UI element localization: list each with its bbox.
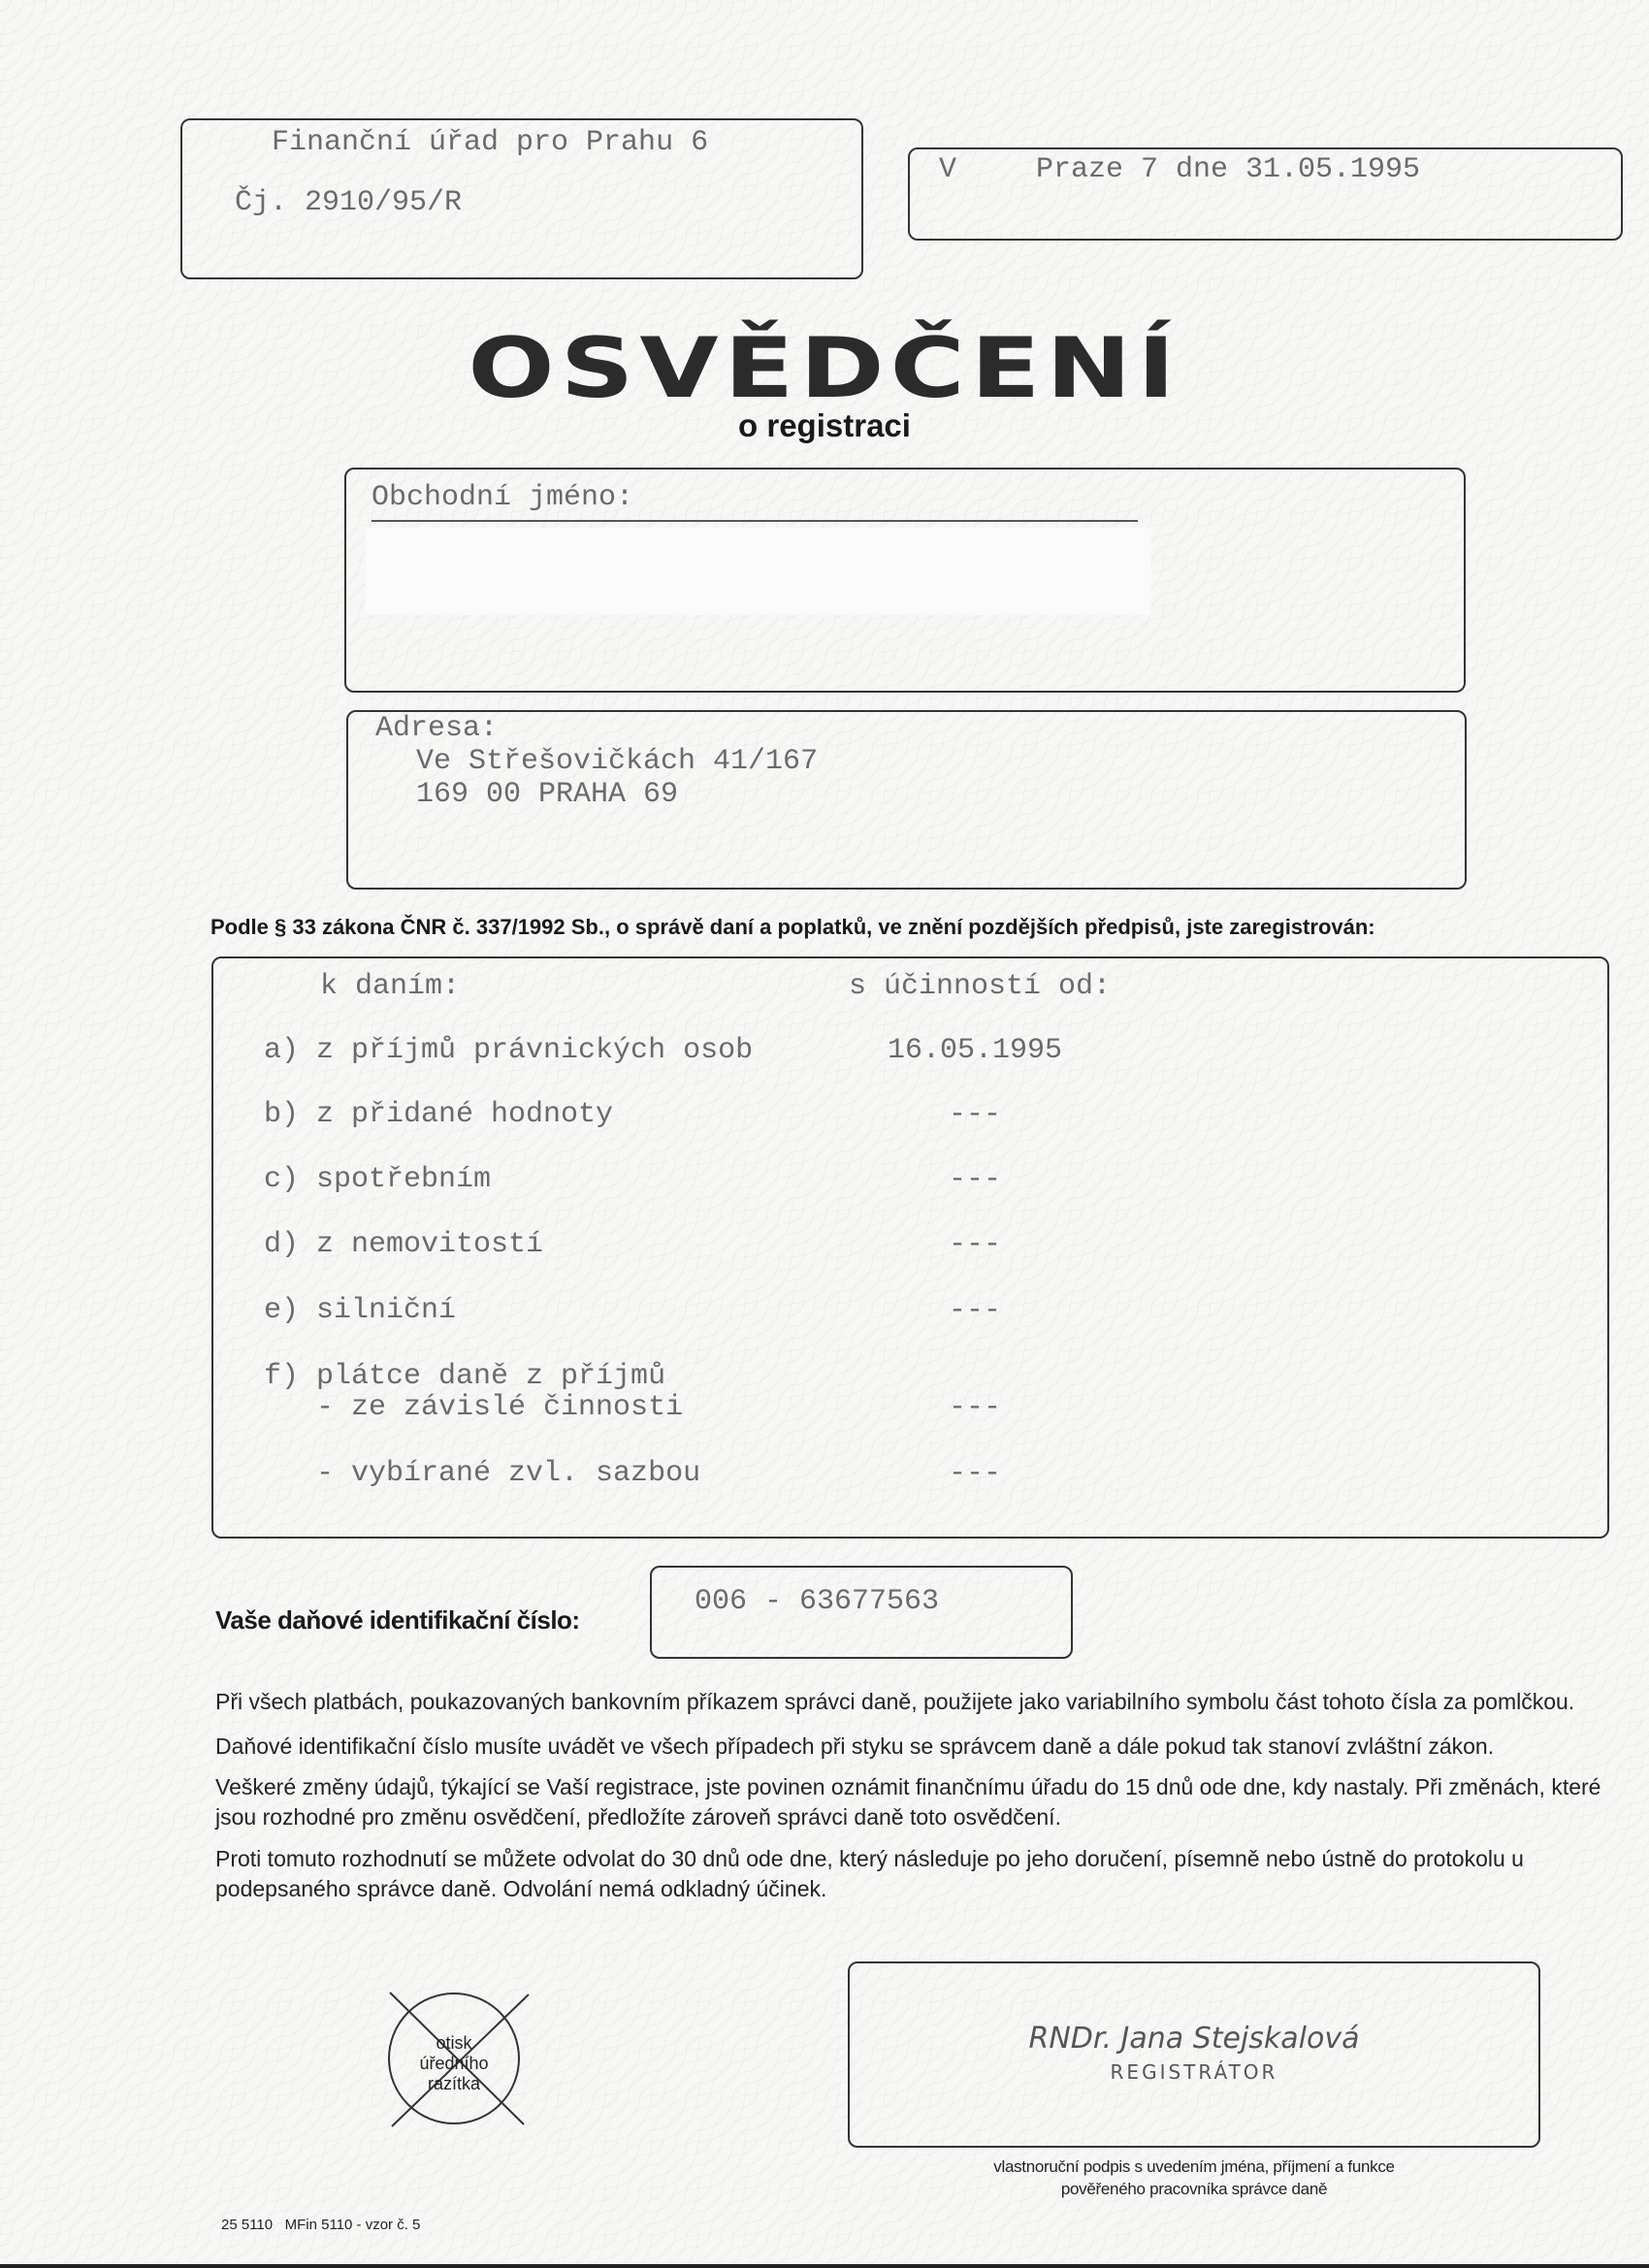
paragraph-changes: Veškeré změny údajů, týkající se Vaší registrace, jste povinen oznámit finančnímu úřadu do 15 dnů ode dne, kdy nastaly. Při změnách, které jsou rozhodné pro změnu osvědčení, předložíte zároveň správci daně toto osvědčení.	[215, 1774, 1601, 1830]
stamp-text-2: úředního	[419, 2054, 489, 2073]
tax-row-f-label: f) plátce daně z příjmů	[264, 1360, 666, 1393]
address-box	[346, 710, 1467, 890]
business-name-box	[344, 468, 1466, 693]
signatory-role: REGISTRÁTOR	[1110, 2060, 1278, 2084]
tax-row-f1-date: ---	[949, 1391, 1002, 1424]
address-line-2: 169 00 PRAHA 69	[416, 778, 679, 811]
office-name: Finanční úřad pro Prahu 6	[272, 126, 709, 159]
stamp-text-3: razítka	[427, 2074, 481, 2093]
tax-row-b-date: ---	[949, 1098, 1002, 1131]
place-date: Praze 7 dne 31.05.1995	[1036, 153, 1421, 186]
tax-row-e-label: e) silniční	[264, 1294, 457, 1327]
tax-row-d-label: d) z nemovitostí	[264, 1228, 544, 1261]
taxes-header-right: s účinností od:	[849, 970, 1112, 1003]
address-line-1: Ve Střešovičkách 41/167	[416, 745, 819, 778]
place-date-box	[908, 147, 1623, 241]
tax-id-box	[650, 1566, 1073, 1659]
paragraph-tax-id-usage: Daňové identifikační číslo musíte uvádět ve všech případech při styku se správcem daně a dále pokud tak stanoví zvláštní zákon.	[215, 1733, 1495, 1759]
tax-row-a-label: a) z příjmů právnických osob	[264, 1034, 754, 1067]
tax-row-f2-date: ---	[949, 1457, 1002, 1490]
tax-id-label: Vaše daňové identifikační číslo:	[215, 1605, 580, 1635]
tax-row-c-label: c) spotřebním	[264, 1163, 492, 1196]
document-subtitle: o registraci	[738, 407, 911, 443]
tax-row-f2-label: - vybírané zvl. sazbou	[264, 1457, 701, 1490]
tax-row-e-date: ---	[949, 1294, 1002, 1327]
business-name-redaction	[366, 528, 1151, 615]
paragraph-variable-symbol: Při všech platbách, poukazovaných bankovním příkazem správci daně, použijete jako variabilního symbolu část tohoto čísla za pomlčkou.	[215, 1689, 1575, 1714]
tax-row-d-date: ---	[949, 1228, 1002, 1261]
document-title: OSVĚDČENÍ	[468, 320, 1181, 417]
address-label: Adresa:	[375, 712, 499, 745]
signature-caption-2: pověřeného pracovníka správce daně	[1060, 2180, 1328, 2198]
office-box	[180, 118, 863, 279]
place-prefix: V	[939, 153, 957, 186]
signatory-name: RNDr. Jana Stejskalová	[1028, 2022, 1360, 2056]
reference-number: Čj. 2910/95/R	[235, 186, 463, 219]
business-name-label: Obchodní jméno:	[372, 481, 634, 514]
form-code: 25 5110 MFin 5110 - vzor č. 5	[221, 2217, 421, 2233]
tax-id-value: 006 - 63677563	[695, 1585, 940, 1618]
business-name-underline	[372, 520, 1138, 522]
page-bottom-edge	[0, 2264, 1649, 2268]
taxes-header-left: k daním:	[320, 970, 461, 1003]
tax-row-c-date: ---	[949, 1163, 1002, 1196]
tax-row-a-date: 16.05.1995	[888, 1034, 1063, 1067]
signature-box	[848, 1961, 1540, 2148]
stamp-text-1: otisk	[436, 2033, 472, 2053]
tax-row-f1-label: - ze závislé činnosti	[264, 1391, 684, 1424]
paragraph-appeal: Proti tomuto rozhodnutí se můžete odvolat do 30 dnů ode dne, který následuje po jeho doručení, písemně nebo ústně do protokolu u podepsaného správce daně. Odvolání nemá odkladný účinek.	[215, 1846, 1524, 1901]
tax-row-b-label: b) z přidané hodnoty	[264, 1098, 614, 1131]
stamp-area	[369, 1979, 543, 2134]
signature-caption-1: vlastnoruční podpis s uvedením jména, příjmení a funkce	[993, 2157, 1395, 2176]
legal-basis-text: Podle § 33 zákona ČNR č. 337/1992 Sb., o správě daní a poplatků, ve znění pozdějších předpisů, jste zaregistrován:	[210, 915, 1375, 939]
